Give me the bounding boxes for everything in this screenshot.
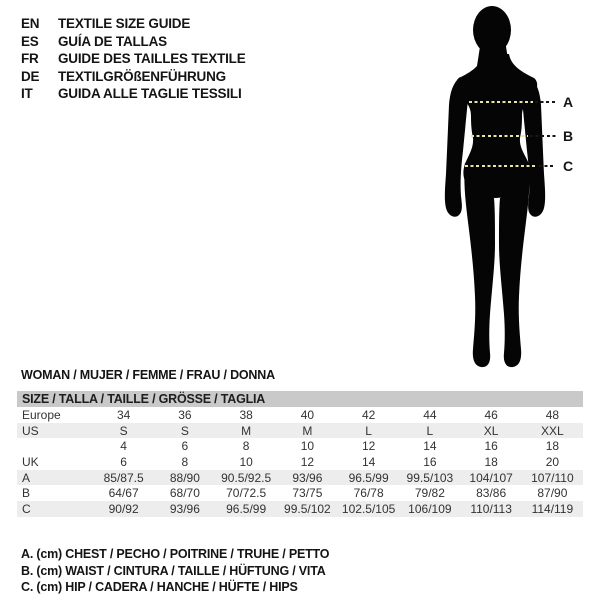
table-cell: 93/96 [292, 470, 323, 485]
table-cell: 36 [178, 407, 192, 422]
table-cell: 8 [181, 454, 189, 469]
table-cell: 6 [181, 439, 189, 454]
table-row-label: Europe [22, 407, 61, 422]
waist-line-extension [530, 135, 556, 137]
table-cell: 99.5/103 [406, 470, 454, 485]
language-title: GUIDA ALLE TAGLIE TESSILI [58, 86, 242, 102]
table-cell: 8 [242, 439, 250, 454]
table-cell: 6 [120, 454, 127, 469]
language-title: TEXTILE SIZE GUIDE [58, 16, 191, 31]
legend-line-hip: C. (cm) HIP / CADERA / HANCHE / HÜFTE / HIPS [21, 580, 298, 595]
table-cell: 14 [361, 454, 376, 469]
table-cell: 40 [300, 407, 315, 422]
table-cell: L [365, 423, 372, 438]
chest-line-extension [535, 101, 556, 103]
woman-silhouette [435, 4, 555, 370]
table-cell: 90/92 [108, 501, 139, 516]
table-cell: 4 [120, 439, 127, 454]
table-cell: 107/110 [531, 470, 574, 485]
measurement-legend [21, 546, 329, 596]
language-title-list [21, 15, 246, 103]
table-cell: 34 [116, 407, 131, 422]
table-row [17, 470, 583, 486]
table-cell: 114/119 [531, 501, 574, 516]
waist-line-on-body [471, 135, 528, 137]
table-cell: 12 [361, 439, 376, 454]
table-row [17, 438, 583, 454]
chest-line-on-body [469, 101, 533, 103]
table-cell: 42 [361, 407, 376, 422]
legend-line-waist: B. (cm) WAIST / CINTURA / TAILLE / HÜFTUNG / VITA [21, 563, 326, 578]
silhouette-shapes [445, 6, 545, 367]
table-row [17, 423, 583, 439]
table-cell: S [119, 423, 128, 438]
table-cell: M [302, 423, 313, 438]
table-cell: 10 [300, 439, 315, 454]
table-cell: 76/78 [353, 486, 384, 501]
table-row-label: UK [22, 454, 39, 469]
table-cell: XL [483, 423, 499, 438]
measure-label-c: C [563, 158, 574, 174]
left-arm [445, 77, 468, 217]
table-cell: 16 [484, 439, 498, 454]
table-cell: 20 [545, 454, 560, 469]
table-cell: 18 [484, 454, 498, 469]
table-row-label: US [22, 423, 39, 438]
table-cell: 44 [423, 407, 437, 422]
table-cell: 93/96 [169, 501, 200, 516]
table-cell: 96.5/99 [348, 470, 389, 485]
table-cell: 14 [423, 439, 437, 454]
table-cell: 48 [545, 407, 560, 422]
language-code: DE [21, 68, 40, 84]
language-code: EN [21, 16, 40, 31]
table-cell: 46 [484, 407, 498, 422]
language-title: GUIDE DES TAILLES TEXTILE [58, 51, 246, 67]
table-cell: 64/67 [108, 486, 139, 501]
table-row [17, 501, 583, 517]
size-table [17, 391, 583, 517]
table-row [17, 454, 583, 470]
table-cell: 85/87.5 [103, 470, 144, 485]
table-cell: 68/70 [169, 486, 200, 501]
table-cell: 10 [239, 454, 253, 469]
table-cell: 87/90 [537, 486, 568, 501]
language-title: GUÍA DE TALLAS [58, 33, 167, 49]
table-cell: 88/90 [169, 470, 200, 485]
table-cell: 110/113 [470, 501, 512, 516]
measure-label-b: B [563, 128, 574, 144]
table-cell: S [180, 423, 189, 438]
table-cell: M [241, 423, 252, 438]
hip-line-extension [539, 165, 556, 167]
size-table-body [17, 407, 583, 517]
language-code: IT [21, 86, 33, 102]
table-cell: 106/109 [408, 501, 452, 516]
table-cell: 102.5/105 [341, 501, 396, 516]
table-cell: 73/75 [292, 486, 323, 501]
language-title: TEXTILGRÖßENFÜHRUNG [58, 68, 226, 84]
table-cell: 104/107 [469, 470, 513, 485]
hip-line-on-body [465, 165, 537, 167]
table-cell: 70/72.5 [226, 486, 267, 501]
table-cell: 12 [300, 454, 315, 469]
table-cell: 83/86 [476, 486, 507, 501]
table-cell: 18 [545, 439, 560, 454]
table-section-title: WOMAN / MUJER / FEMME / FRAU / DONNA [21, 368, 275, 382]
table-cell: 99.5/102 [284, 501, 331, 516]
table-row [17, 407, 583, 423]
table-cell: XXL [541, 423, 564, 438]
table-cell: 96.5/99 [226, 501, 267, 516]
table-cell: 79/82 [414, 486, 445, 501]
measure-label-a: A [563, 94, 574, 110]
table-cell: 16 [423, 454, 437, 469]
language-code: ES [21, 33, 39, 49]
table-row [17, 485, 583, 501]
legend-line-chest: A. (cm) CHEST / PECHO / POITRINE / TRUHE / PETTO [21, 547, 330, 561]
table-row-label: B [22, 486, 31, 501]
size-table-header: SIZE / TALLA / TAILLE / GRÖSSE / TAGLIA [17, 391, 583, 407]
table-row-label: A [22, 470, 31, 485]
table-cell: L [426, 423, 434, 438]
table-row-label: C [22, 501, 31, 516]
table-cell: 38 [239, 407, 253, 422]
table-cell: 90.5/92.5 [221, 470, 272, 485]
language-code: FR [21, 51, 39, 67]
